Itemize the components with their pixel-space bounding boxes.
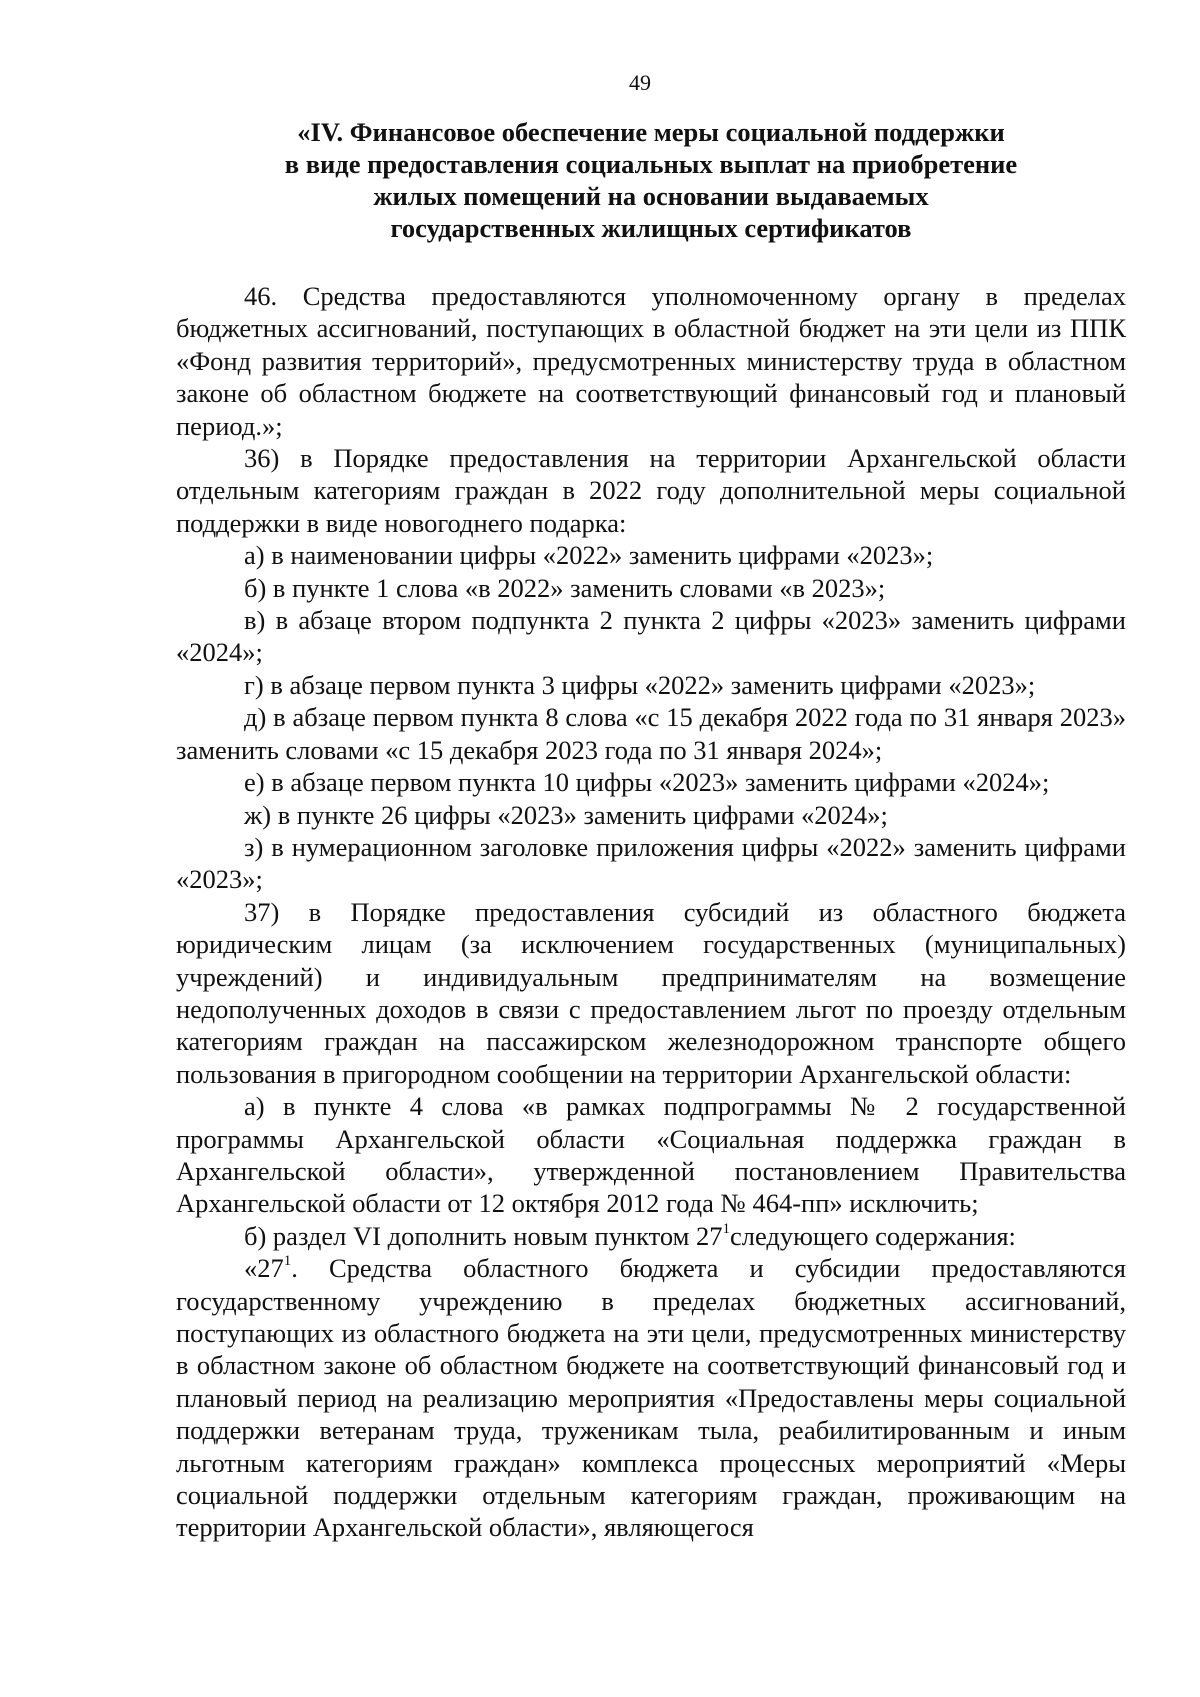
- paragraph-37-a: а) в пункте 4 слова «в рамках подпрограммы № 2 государственной программы Архангельской области «Социальная поддержка граждан в Архангельской области», утвержденной постановлением Правительства Архангельской области от 12 октября 2012 года № 464-пп» исключить;: [176, 1091, 1126, 1219]
- heading-line-4: государственных жилищных сертификатов: [390, 213, 912, 243]
- superscript: 1: [722, 1220, 730, 1237]
- paragraph-27-1: [176, 1252, 1126, 1544]
- heading-line-1: «IV. Финансовое обеспечение меры социальной поддержки: [297, 117, 1005, 147]
- paragraph-36-e: е) в абзаце первом пункта 10 цифры «2023» заменить цифрами «2024»;: [244, 767, 1050, 798]
- document-body: [176, 280, 1126, 1544]
- paragraph-36-d: д) в абзаце первом пункта 8 слова «с 15 декабря 2022 года по 31 января 2023» заменить словами «с 15 декабря 2023 года по 31 января 2024»;: [176, 702, 1126, 765]
- paragraph-36-v: в) в абзаце втором подпункта 2 пункта 2 цифры «2023» заменить цифрами «2024»;: [176, 605, 1126, 668]
- paragraph-36: 36) в Порядке предоставления на территории Архангельской области отдельным категориям граждан в 2022 году дополнительной меры социальной поддержки в виде новогоднего подарка:: [176, 443, 1126, 538]
- paragraph-36-b: б) в пункте 1 слова «в 2022» заменить словами «в 2023»;: [244, 572, 886, 603]
- heading-line-3: жилых помещений на основании выдаваемых: [373, 181, 929, 211]
- paragraph-37-b-text: б) раздел VI дополнить новым пунктом 27: [244, 1220, 723, 1251]
- paragraph-37: 37) в Порядке предоставления субсидий из областного бюджета юридическим лицам (за исключением государственных (муниципальных) учреждений) и индивидуальным предпринимателям на возмещение недополученных доходов в связи с предоставлением льгот по проезду отдельным категориям граждан на пассажирском железнодорожном транспорте общего пользования в пригородном сообщении на территории Архангельской области:: [176, 896, 1126, 1089]
- paragraph-37-b: [176, 1220, 1126, 1252]
- superscript: 1: [283, 1253, 292, 1270]
- section-heading: [176, 116, 1126, 244]
- paragraph-27-1-text: . Средства областного бюджета и субсидии предоставляются государственному учреждению в пределах бюджетных ассигнований, поступающих из областного бюджета на эти цели, предусмотренных министерству в областном законе об областном бюджете на соответствующий финансовый год и плановый период на реализацию мероприятия «Предоставлены меры социальной поддержки ветеранам труда, труженикам тыла, реабилитированным и иным льготным категориям граждан» комплекса процессных мероприятий «Меры социальной поддержки отдельным категориям граждан, проживающим на территории Архангельской области», являющегося: [176, 1253, 1126, 1543]
- paragraph-36-zh: ж) в пункте 26 цифры «2023» заменить цифрами «2024»;: [244, 799, 888, 830]
- paragraph-27-1-start: «27: [244, 1253, 284, 1284]
- paragraph-36-a: а) в наименовании цифры «2022» заменить цифрами «2023»;: [244, 540, 934, 571]
- paragraph-37-b-tail: следующего содержания:: [729, 1220, 1016, 1251]
- paragraph-46: 46. Средства предоставляются уполномоченному органу в пределах бюджетных ассигнований, поступающих в областной бюджет на эти цели из ППК «Фонд развития территорий», предусмотренных министерству труда в областном законе об областном бюджете на соответствующий финансовый год и плановый период.»;: [176, 281, 1126, 441]
- paragraph-36-z: з) в нумерационном заголовке приложения цифры «2022» заменить цифрами «2023»;: [176, 831, 1126, 895]
- page-number: 49: [629, 70, 651, 95]
- paragraph-36-g: г) в абзаце первом пункта 3 цифры «2022» заменить цифрами «2023»;: [244, 669, 1036, 700]
- heading-line-2: в виде предоставления социальных выплат на приобретение: [284, 149, 1018, 179]
